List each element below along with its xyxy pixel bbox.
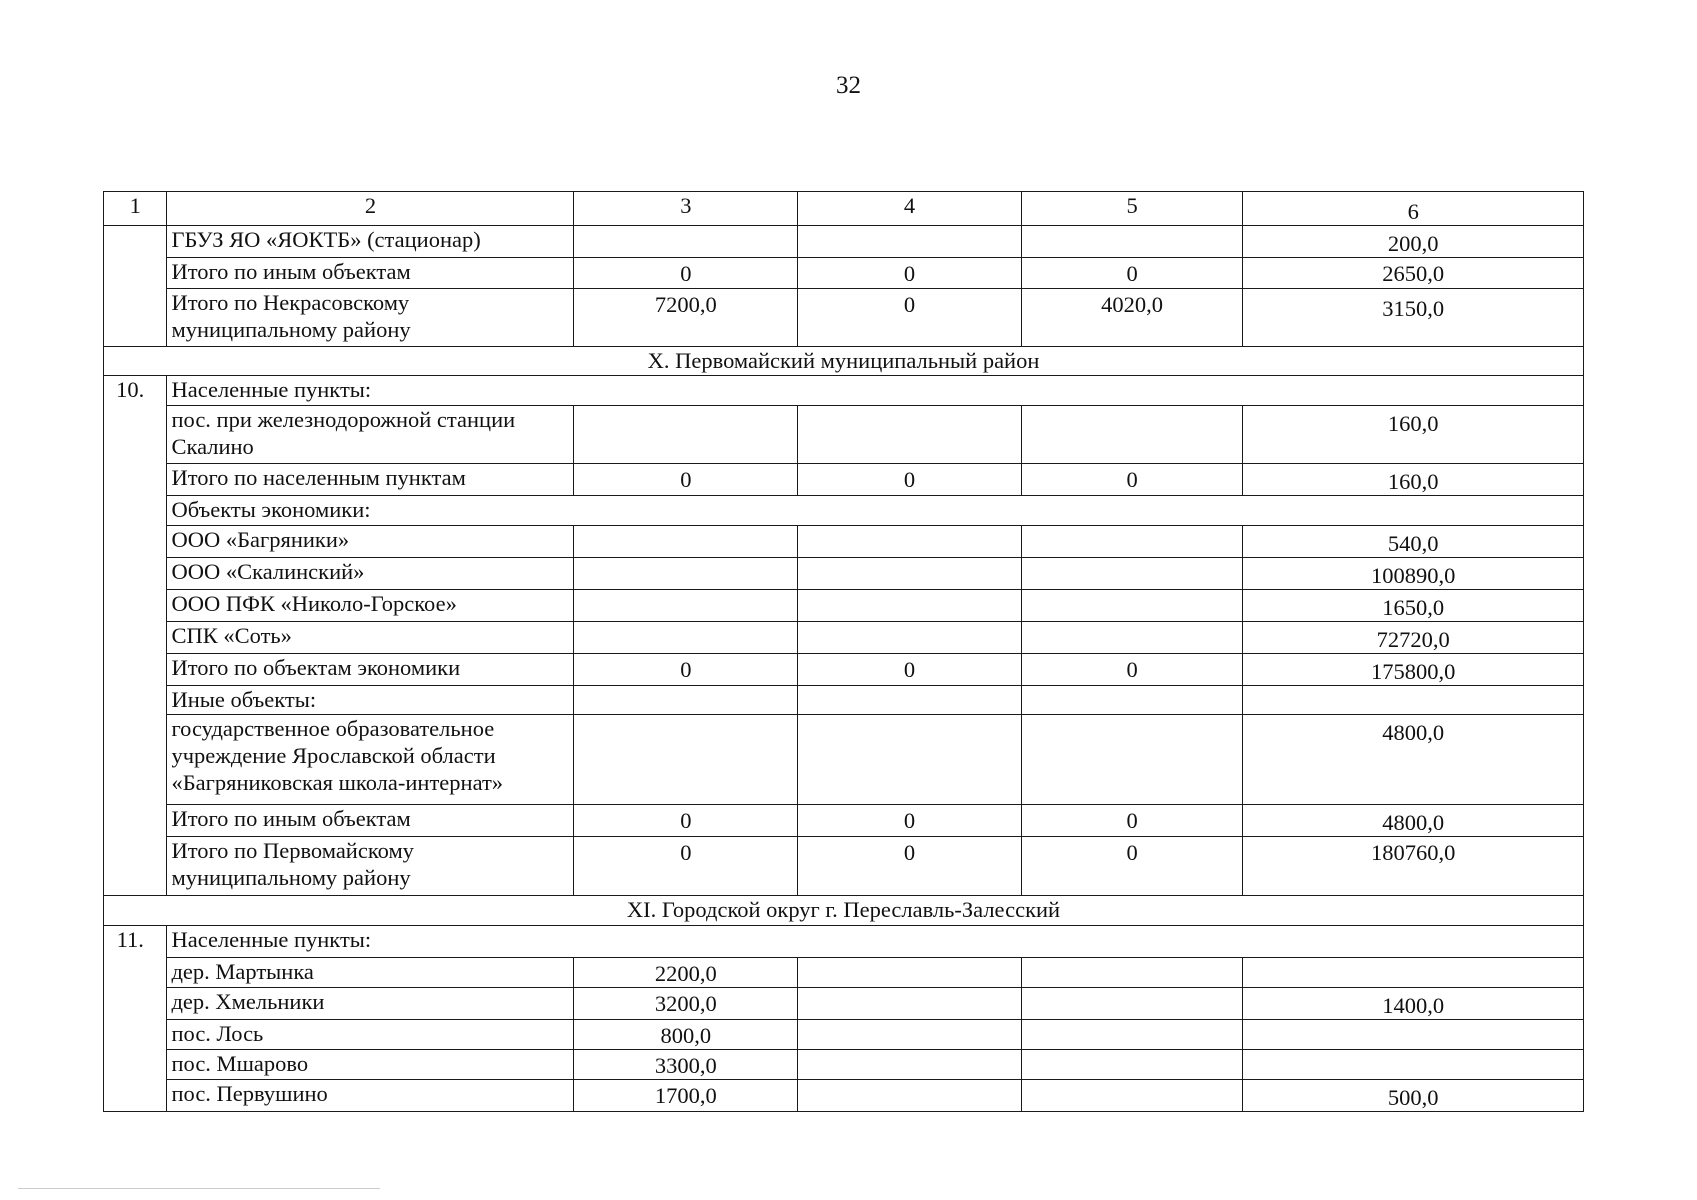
column-header: 5 (1021, 192, 1243, 226)
cell-col3 (574, 686, 798, 715)
row-index (104, 686, 167, 715)
cell-col6: 2650,0 (1243, 258, 1584, 289)
cell-col4: 0 (798, 464, 1022, 496)
table-row (104, 558, 1584, 590)
row-index: 11. (104, 926, 167, 958)
row-index (104, 1050, 167, 1080)
table-row (104, 406, 1584, 464)
row-name: пос. Мшарово (167, 1050, 574, 1080)
row-index (104, 226, 167, 258)
cell-col3 (574, 590, 798, 622)
cell-col6 (1243, 686, 1584, 715)
table-row (104, 464, 1584, 496)
table-row (104, 686, 1584, 715)
row-name: ООО «Багряники» (167, 526, 574, 558)
row-name: ООО «Скалинский» (167, 558, 574, 590)
row-index (104, 622, 167, 654)
cell-col3: 3300,0 (574, 1050, 798, 1080)
table-row (104, 837, 1584, 896)
cell-col3: 800,0 (574, 1020, 798, 1050)
cell-col4 (798, 406, 1022, 464)
table-row (104, 805, 1584, 837)
table-row (104, 258, 1584, 289)
cell-col3: 0 (574, 258, 798, 289)
row-name: Объекты экономики: (167, 496, 1584, 526)
cell-col4 (798, 958, 1022, 988)
row-index (104, 715, 167, 805)
cell-col3 (574, 406, 798, 464)
row-index (104, 526, 167, 558)
row-name: Населенные пункты: (167, 376, 1584, 406)
cell-col3: 0 (574, 654, 798, 686)
column-header: 2 (167, 192, 574, 226)
cell-col4 (798, 1020, 1022, 1050)
cell-col4: 0 (798, 654, 1022, 686)
cell-col3: 0 (574, 837, 798, 896)
row-name: Итого по Некрасовскому муниципальному району (167, 289, 574, 347)
row-name: ГБУЗ ЯО «ЯОКТБ» (стационар) (167, 226, 574, 258)
row-index (104, 496, 167, 526)
cell-col5 (1021, 1080, 1243, 1112)
cell-col5: 0 (1021, 654, 1243, 686)
cell-col6: 500,0 (1243, 1080, 1584, 1112)
cell-col3: 2200,0 (574, 958, 798, 988)
row-index (104, 988, 167, 1020)
cell-col3: 7200,0 (574, 289, 798, 347)
cell-col4 (798, 226, 1022, 258)
row-index (104, 1080, 167, 1112)
cell-col4: 0 (798, 289, 1022, 347)
cell-col4: 0 (798, 805, 1022, 837)
cell-col6: 72720,0 (1243, 622, 1584, 654)
table-row (104, 590, 1584, 622)
cell-col4: 0 (798, 258, 1022, 289)
table-row (104, 988, 1584, 1020)
row-index (104, 805, 167, 837)
cell-col5 (1021, 226, 1243, 258)
cell-col5 (1021, 958, 1243, 988)
header-row (104, 192, 1584, 226)
row-name: пос. Лось (167, 1020, 574, 1050)
cell-col6: 175800,0 (1243, 654, 1584, 686)
cell-col5 (1021, 715, 1243, 805)
row-name: Итого по населенным пунктам (167, 464, 574, 496)
row-name: Итого по иным объектам (167, 805, 574, 837)
cell-col6: 160,0 (1243, 406, 1584, 464)
table-row (104, 226, 1584, 258)
cell-col6 (1243, 958, 1584, 988)
row-index (104, 958, 167, 988)
cell-col5: 0 (1021, 837, 1243, 896)
row-name: Итого по Первомайскому муниципальному району (167, 837, 574, 896)
data-table (103, 191, 1584, 1112)
row-index (104, 837, 167, 896)
table-row (104, 376, 1584, 406)
table-row (104, 1050, 1584, 1080)
row-index (104, 654, 167, 686)
row-index (104, 590, 167, 622)
table-row (104, 715, 1584, 805)
cell-col5 (1021, 686, 1243, 715)
table-row (104, 526, 1584, 558)
cell-col6: 4800,0 (1243, 715, 1584, 805)
cell-col3: 0 (574, 805, 798, 837)
cell-col5 (1021, 1020, 1243, 1050)
column-header: 6 (1243, 192, 1584, 226)
row-name: государственное образовательное учреждение Ярославской области «Багряниковская школа-интернат» (167, 715, 574, 805)
table-row (104, 496, 1584, 526)
cell-col4 (798, 715, 1022, 805)
cell-col5 (1021, 988, 1243, 1020)
column-header: 3 (574, 192, 798, 226)
table-row (104, 654, 1584, 686)
cell-col5: 0 (1021, 258, 1243, 289)
row-name: дер. Хмельники (167, 988, 574, 1020)
cell-col4 (798, 1080, 1022, 1112)
cell-col5 (1021, 1050, 1243, 1080)
cell-col6: 540,0 (1243, 526, 1584, 558)
cell-col6: 200,0 (1243, 226, 1584, 258)
row-index (104, 464, 167, 496)
row-name: ООО ПФК «Николо-Горское» (167, 590, 574, 622)
cell-col3: 1700,0 (574, 1080, 798, 1112)
row-name: Итого по объектам экономики (167, 654, 574, 686)
row-index: 10. (104, 376, 167, 406)
row-name: СПК «Соть» (167, 622, 574, 654)
section-title: XI. Городской округ г. Переславль-Залесский (104, 896, 1584, 926)
cell-col3 (574, 526, 798, 558)
cell-col3: 0 (574, 464, 798, 496)
cell-col4 (798, 526, 1022, 558)
cell-col3 (574, 558, 798, 590)
section-title: X. Первомайский муниципальный район (104, 347, 1584, 376)
cell-col3 (574, 622, 798, 654)
cell-col4 (798, 558, 1022, 590)
row-index (104, 289, 167, 347)
cell-col4 (798, 590, 1022, 622)
cell-col5 (1021, 558, 1243, 590)
cell-col6: 180760,0 (1243, 837, 1584, 896)
footnote-rule (18, 1188, 380, 1189)
row-name: Иные объекты: (167, 686, 574, 715)
column-header: 1 (104, 192, 167, 226)
row-name: Населенные пункты: (167, 926, 1584, 958)
row-name: Итого по иным объектам (167, 258, 574, 289)
row-index (104, 258, 167, 289)
cell-col3 (574, 226, 798, 258)
table-row (104, 289, 1584, 347)
cell-col5: 0 (1021, 805, 1243, 837)
cell-col6: 1650,0 (1243, 590, 1584, 622)
cell-col6: 3150,0 (1243, 289, 1584, 347)
cell-col4 (798, 988, 1022, 1020)
section-row (104, 896, 1584, 926)
column-header: 4 (798, 192, 1022, 226)
cell-col6: 160,0 (1243, 464, 1584, 496)
row-name: дер. Мартынка (167, 958, 574, 988)
row-name: пос. Первушино (167, 1080, 574, 1112)
page-number: 32 (836, 72, 861, 99)
table-row (104, 622, 1584, 654)
cell-col4 (798, 1050, 1022, 1080)
cell-col6 (1243, 1050, 1584, 1080)
cell-col6 (1243, 1020, 1584, 1050)
cell-col4 (798, 686, 1022, 715)
row-index (104, 406, 167, 464)
cell-col5 (1021, 590, 1243, 622)
cell-col6: 1400,0 (1243, 988, 1584, 1020)
cell-col5: 0 (1021, 464, 1243, 496)
cell-col4: 0 (798, 837, 1022, 896)
cell-col6: 100890,0 (1243, 558, 1584, 590)
cell-col5 (1021, 622, 1243, 654)
cell-col5 (1021, 406, 1243, 464)
section-row (104, 347, 1584, 376)
cell-col5: 4020,0 (1021, 289, 1243, 347)
table-row (104, 926, 1584, 958)
table-row (104, 1080, 1584, 1112)
cell-col6: 4800,0 (1243, 805, 1584, 837)
cell-col5 (1021, 526, 1243, 558)
table-row (104, 1020, 1584, 1050)
cell-col3 (574, 715, 798, 805)
row-name: пос. при железнодорожной станции Скалино (167, 406, 574, 464)
cell-col4 (798, 622, 1022, 654)
table-row (104, 958, 1584, 988)
cell-col3: 3200,0 (574, 988, 798, 1020)
row-index (104, 1020, 167, 1050)
row-index (104, 558, 167, 590)
